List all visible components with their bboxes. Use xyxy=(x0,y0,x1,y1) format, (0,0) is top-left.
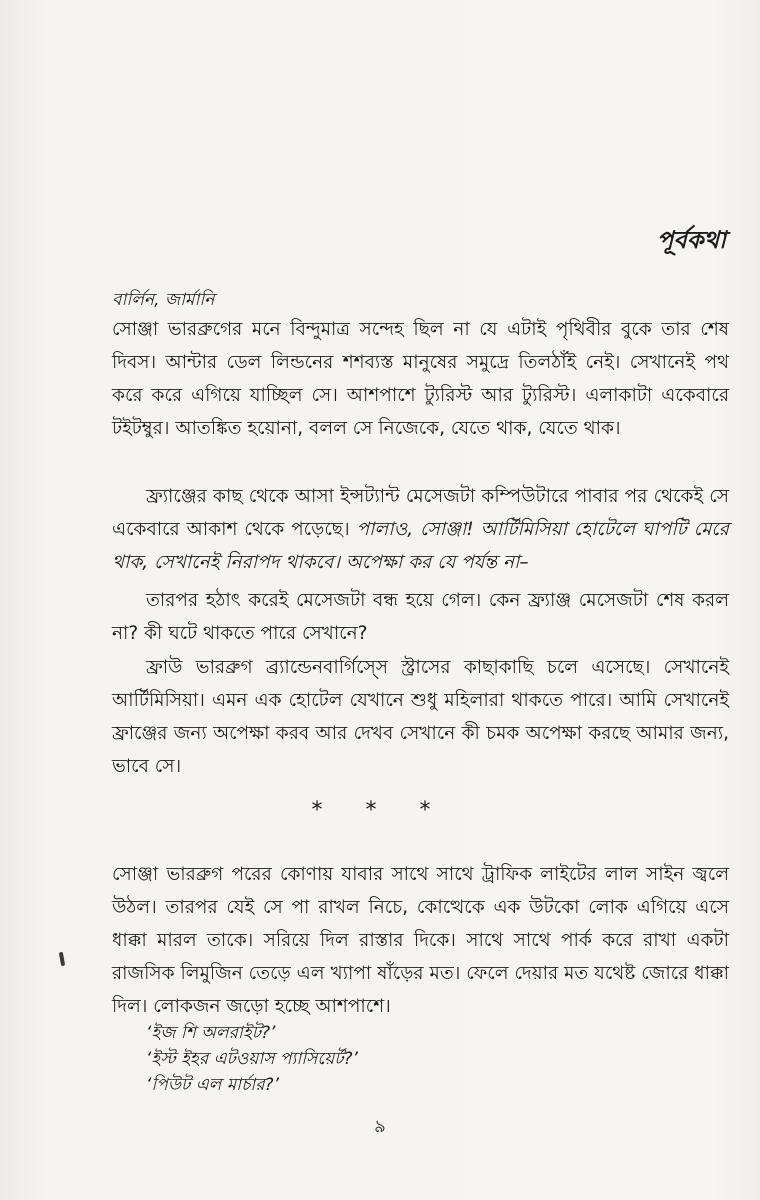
paragraph-4: ফ্রাউ ভারব্রুগ ব্র্যান্ডেনবার্গিস্সে স্ট্রাসের কাছাকাছি চলে এসেছে। সেখানেই আর্টিমিসিয়া। এমন এক হোটেল যেখানে শুধু মহিলারা থাকতে পারে। আমি সেখানেই ফ্রাঞ্জের জন্য অপেক্ষা করব আর দেখব সেখানে কী চমক অপেক্ষা করছে আমার জন্য, ভাবে সে। xyxy=(112,657,729,777)
paragraph-1: সোঞ্জা ভারব্রুগের মনে বিন্দুমাত্র সন্দেহ ছিল না যে এটাই পৃথিবীর বুকে তার শেষ দিবস। আন্টার ডেল লিন্ডনের শশব্যস্ত মানুষের সমুদ্রে তিলঠাঁই নেই। সেখানেই পথ করে করে এগিয়ে যাচ্ছিল সে। আশপাশে ট্যুরিস্ট আর ট্যুরিস্ট। এলাকাটা একেবারে টইটম্বুর। আতঙ্কিত হয়োনা, বলল সে নিজেকে, যেতে থাক, যেতে থাক। xyxy=(112,319,729,439)
page-number: ৯ xyxy=(374,1116,386,1137)
dialogue-line: ‘ইস্ট ইহর এটওয়াস প্যাসিয়ের্ট?’ xyxy=(146,1049,358,1069)
paragraph-2-message: পালাও, সোঞ্জা! আর্টিমিসিয়া হোটেলে ঘাপটি মেরে থাক, সেখানেই নিরাপদ থাকবে। অপেক্ষা কর যে পর্যন্ত না– xyxy=(112,519,729,573)
section-separator: * * * xyxy=(311,798,449,823)
dialogue-line: ‘ইজ শি অলরাইট?’ xyxy=(146,1023,276,1043)
location-line: বার্লিন, জার্মানি xyxy=(112,290,215,310)
paragraph-2 xyxy=(112,480,729,579)
dialogue-list xyxy=(146,1020,358,1098)
paragraph-3: তারপর হঠাৎ করেই মেসেজটা বন্ধ হয়ে গেল। কেন ফ্র্যাঞ্জ মেসেজটা শেষ করল না? কী ঘটে থাকতে পারে সেখানে? xyxy=(112,590,729,644)
ink-mark xyxy=(59,952,65,966)
dialogue-line: ‘পিউট এল মার্চার?’ xyxy=(146,1075,279,1095)
paragraph-5: সোঞ্জা ভারব্রুগ পরের কোণায় যাবার সাথে সাথে ট্রাফিক লাইটের লাল সাইন জ্বলে উঠল। তারপর যেই সে পা রাখল নিচে, কোত্থেকে এক উটকো লোক এগিয়ে এসে ধাক্কা মারল তাকে। সরিয়ে দিল রাস্তার দিকে। সাথে সাথে পার্ক করে রাখা একটা রাজসিক লিমুজিন তেড়ে এল খ্যাপা ষাঁড়ের মত। ফেলে দেয়ার মত যথেষ্ট জোরে ধাক্কা দিল। লোকজন জড়ো হচ্ছে আশপাশে। xyxy=(112,864,729,1017)
chapter-heading: পূর্বকথা xyxy=(657,226,726,254)
paragraph-2-text: ফ্র্যাঞ্জের কাছ থেকে আসা ইন্সট্যান্ট মেসেজটা কম্পিউটারে পাবার পর থেকেই সে একেবারে আকাশ থেকে পড়েছে। xyxy=(112,486,729,540)
